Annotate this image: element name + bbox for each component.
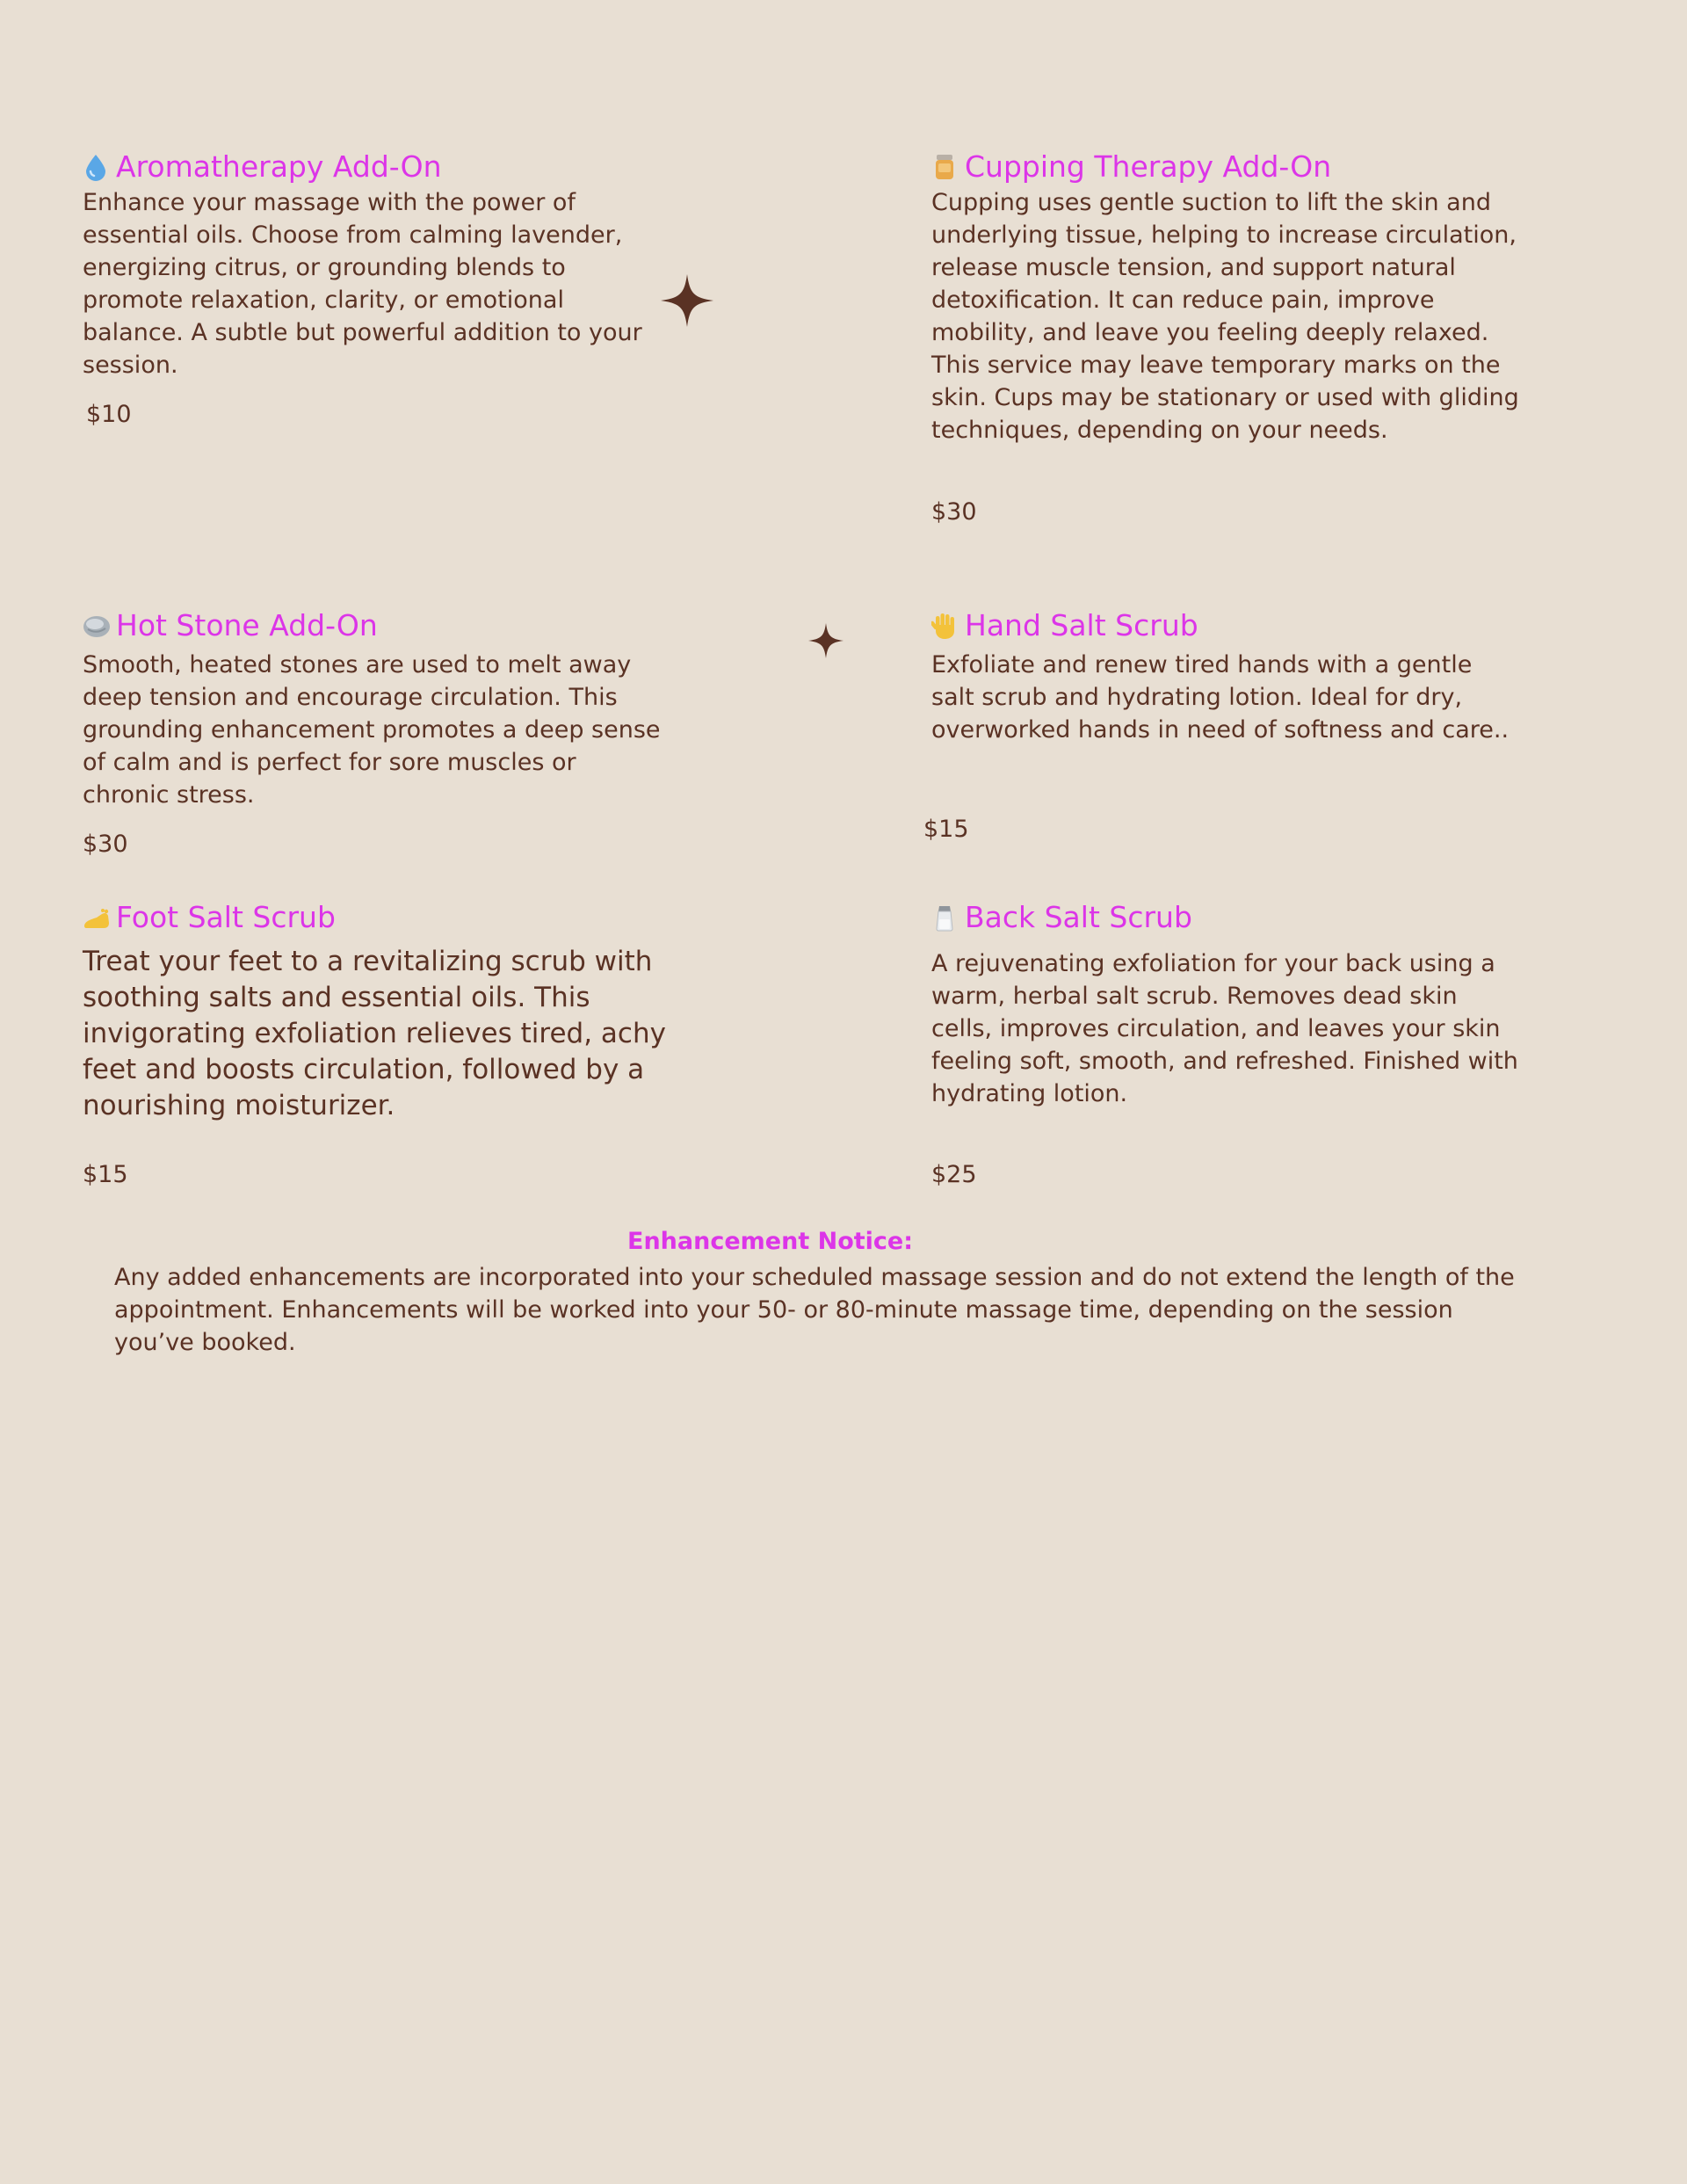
service-hot-stone: [83, 608, 662, 811]
service-price: $15: [923, 816, 969, 843]
water-drop-icon: [83, 153, 109, 181]
sparkle-icon: [661, 274, 713, 327]
service-title-text: Aromatherapy Add-On: [116, 149, 442, 184]
service-price: $10: [86, 401, 132, 428]
service-title-text: Foot Salt Scrub: [116, 900, 336, 934]
service-description: Enhance your massage with the power of essential oils. Choose from calming lavender, energizing citrus, or grounding blends to promote relaxation, clarity, or emotional balance. A subtle but powerful addition to your session.: [83, 189, 642, 379]
service-title: [83, 608, 662, 643]
service-title: [83, 149, 662, 185]
service-title-text: Back Salt Scrub: [965, 900, 1192, 934]
salt-shaker-icon: [931, 903, 958, 932]
service-description: Cupping uses gentle suction to lift the skin and underlying tissue, helping to increase circulation, release muscle tension, and support natural detoxification. It can reduce pain, improve mobility, and leave you feeling deeply relaxed.: [931, 189, 1517, 346]
service-price: $30: [931, 498, 977, 526]
cupping-jar-icon: [931, 153, 958, 181]
service-aromatherapy: [83, 149, 662, 381]
notice-title: Enhancement Notice:: [627, 1228, 914, 1255]
service-description: Exfoliate and renew tired hands with a gentle salt scrub and hydrating lotion. Ideal for dry, overworked hands in need of softness and care..: [931, 651, 1510, 744]
service-title-text: Hot Stone Add-On: [116, 608, 378, 642]
notice-text: Any added enhancements are incorporated into your scheduled massage session and do not extend the length of the appointment. Enhancements will be worked into your 50- or 80-minute massage time, depending on the session you’ve booked.: [114, 1264, 1515, 1356]
service-description: A rejuvenating exfoliation for your back using a warm, herbal salt scrub. Removes dead skin cells, improves circulation, and leaves your skin feeling soft, smooth, and refreshed. Finished with hydrating lotion.: [931, 950, 1518, 1107]
service-hand-scrub: [931, 608, 1520, 746]
service-back-scrub: [931, 900, 1520, 1110]
foot-icon: [83, 903, 109, 932]
service-cupping: [931, 149, 1520, 446]
service-title: [83, 900, 680, 935]
hand-icon: [931, 612, 958, 640]
service-price: $25: [931, 1161, 977, 1188]
service-description: Smooth, heated stones are used to melt away deep tension and encourage circulation. This grounding enhancement promotes a deep sense of calm and is perfect for sore muscles or chronic stress.: [83, 651, 661, 809]
sparkle-icon-small: [808, 623, 844, 658]
service-title: [931, 608, 1520, 643]
stone-icon: [83, 612, 109, 640]
service-price: $15: [83, 1161, 128, 1188]
service-title-text: Hand Salt Scrub: [965, 608, 1198, 642]
service-title-text: Cupping Therapy Add-On: [965, 149, 1332, 184]
service-description-note: This service may leave temporary marks on the skin. Cups may be stationary or used with gliding techniques, depending on your needs.: [931, 352, 1519, 444]
service-description: Treat your feet to a revitalizing scrub with soothing salts and essential oils. This invigorating exfoliation relieves tired, achy feet and boosts circulation, followed by a nourishing moisturizer.: [83, 946, 666, 1121]
service-foot-scrub: [83, 900, 680, 1124]
service-price: $30: [83, 831, 128, 858]
service-title: [931, 900, 1520, 935]
service-title: [931, 149, 1520, 185]
